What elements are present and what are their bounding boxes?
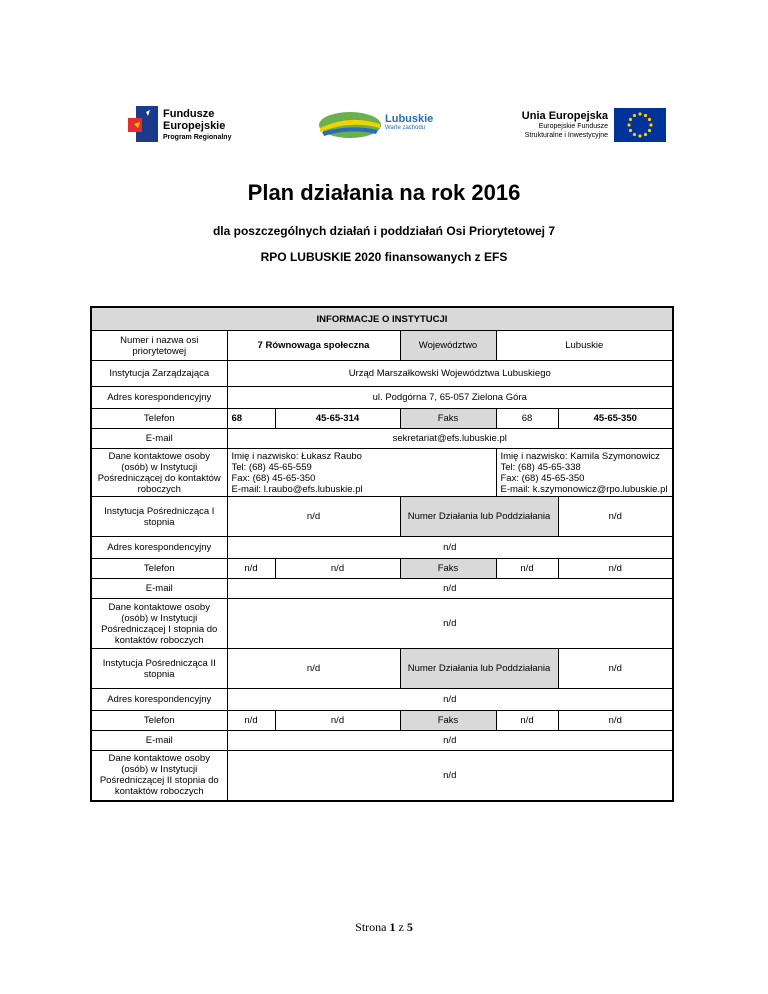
email-label: E-mail xyxy=(91,429,227,449)
address-value: ul. Podgórna 7, 65-057 Zielona Góra xyxy=(227,387,673,409)
ip2-fax-code: n/d xyxy=(496,711,558,731)
ip2-fax-label: Faks xyxy=(400,711,496,731)
ip1-action-label: Numer Działania lub Poddziałania xyxy=(400,497,558,537)
footer-mid: z xyxy=(398,920,404,934)
axis-number-value: 7 Równowaga społeczna xyxy=(227,331,400,361)
table-header: INFORMACJE O INSTYTUCJI xyxy=(91,307,673,331)
ip2-contact-value: n/d xyxy=(227,751,673,801)
ip1-address-value: n/d xyxy=(227,537,673,559)
managing-institution-label: Instytucja Zarządzająca xyxy=(91,361,227,387)
contact-person-2: Imię i nazwisko: Kamila Szymonowicz Tel: (68) 45-65-338 Fax: (68) 45-65-350 E-mail: k.szymonowicz@rpo.lubuskie.pl xyxy=(496,449,673,497)
ip1-email-value: n/d xyxy=(227,579,673,599)
ip1-label: Instytucja Pośrednicząca I stopnia xyxy=(91,497,227,537)
ip2-email-label: E-mail xyxy=(91,731,227,751)
ip2-contact-label: Dane kontaktowe osoby (osób) w Instytucji Pośredniczącej II stopnia do kontaktów roboczych xyxy=(91,751,227,801)
subtitle-line-1: dla poszczególnych działań i poddziałań Osi Priorytetowej 7 xyxy=(212,224,556,238)
ip2-address-label: Adres korespondencyjny xyxy=(91,689,227,711)
address-label: Adres korespondencyjny xyxy=(91,387,227,409)
ip2-phone-code: n/d xyxy=(227,711,275,731)
managing-institution-value: Urząd Marszałkowski Województwa Lubuskiego xyxy=(227,361,673,387)
ip2-phone-label: Telefon xyxy=(91,711,227,731)
ip2-fax-number: n/d xyxy=(558,711,673,731)
ip1-phone-label: Telefon xyxy=(91,559,227,579)
ip1-value: n/d xyxy=(227,497,400,537)
axis-number-label: Numer i nazwa osi priorytetowej xyxy=(91,331,227,361)
lubuskie-logo xyxy=(318,110,382,140)
contact-persons-label: Dane kontaktowe osoby (osób) w Instytucji Pośredniczącej do kontaktów roboczych xyxy=(91,449,227,497)
footer-total: 5 xyxy=(406,920,413,934)
voivodeship-value: Lubuskie xyxy=(496,331,673,361)
ip2-value: n/d xyxy=(227,649,400,689)
ip1-email-label: E-mail xyxy=(91,579,227,599)
phone-number: 45-65-314 xyxy=(275,409,400,429)
eu-flag-icon xyxy=(614,108,666,142)
subtitle-line-2: RPO LUBUSKIE 2020 finansowanych z EFS xyxy=(260,250,508,264)
fax-label: Faks xyxy=(400,409,496,429)
phone-code: 68 xyxy=(227,409,275,429)
page-title: Plan działania na rok 2016 xyxy=(247,180,521,205)
lubuskie-text: Lubuskie Warte zachodu xyxy=(385,113,434,131)
fundusze-europejskie-logo xyxy=(126,104,160,144)
ip1-contact-label: Dane kontaktowe osoby (osób) w Instytucji Pośredniczącej I stopnia do kontaktów roboczych xyxy=(91,599,227,649)
fax-code: 68 xyxy=(496,409,558,429)
ip1-phone-number: n/d xyxy=(275,559,400,579)
ip2-email-value: n/d xyxy=(227,731,673,751)
ip1-action-value: n/d xyxy=(558,497,673,537)
ip1-phone-code: n/d xyxy=(227,559,275,579)
unia-europejska-text: Unia Europejska Europejskie Fundusze Strukturalne i Inwestycyjne xyxy=(521,110,608,139)
ip1-fax-label: Faks xyxy=(400,559,496,579)
ip1-contact-value: n/d xyxy=(227,599,673,649)
email-value[interactable]: sekretariat@efs.lubuskie.pl xyxy=(227,429,673,449)
footer-prefix: Strona xyxy=(355,920,387,934)
ip2-phone-number: n/d xyxy=(275,711,400,731)
phone-label: Telefon xyxy=(91,409,227,429)
ip1-fax-code: n/d xyxy=(496,559,558,579)
ip2-action-label: Numer Działania lub Poddziałania xyxy=(400,649,558,689)
voivodeship-label: Województwo xyxy=(400,331,496,361)
fundusze-europejskie-text: Fundusze Europejskie Program Regionalny xyxy=(163,108,232,141)
ip2-label: Instytucja Pośrednicząca II stopnia xyxy=(91,649,227,689)
ip2-action-value: n/d xyxy=(558,649,673,689)
page-footer xyxy=(0,920,768,935)
ip1-address-label: Adres korespondencyjny xyxy=(91,537,227,559)
ip2-address-value: n/d xyxy=(227,689,673,711)
contact-person-1: Imię i nazwisko: Łukasz Raubo Tel: (68) 45-65-559 Fax: (68) 45-65-350 E-mail: l.raubo@efs.lubuskie.pl xyxy=(227,449,496,497)
footer-page: 1 xyxy=(389,920,396,934)
fax-number: 45-65-350 xyxy=(558,409,673,429)
institution-info-table xyxy=(90,306,674,802)
ip1-fax-number: n/d xyxy=(558,559,673,579)
